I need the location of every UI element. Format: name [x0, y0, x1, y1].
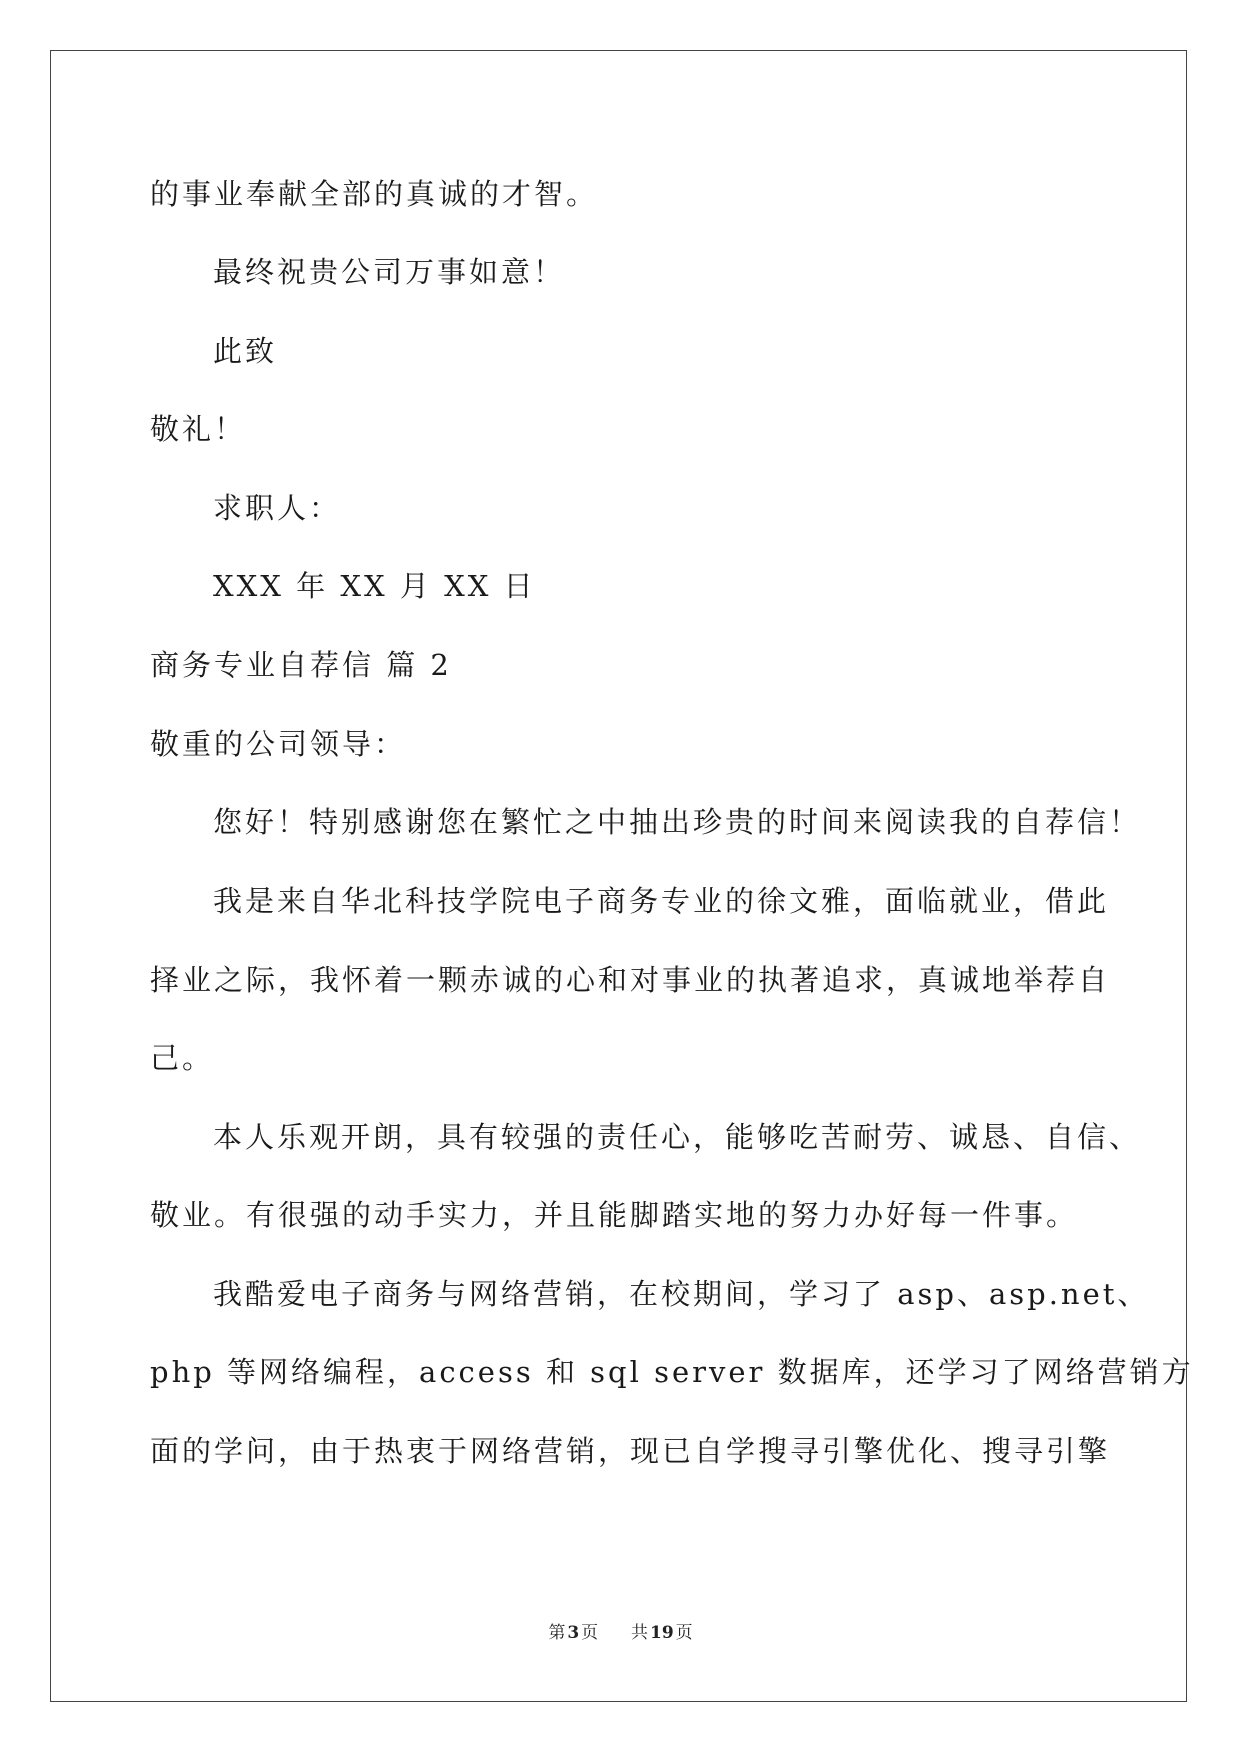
body-line: 您好！特别感谢您在繁忙之中抽出珍贵的时间来阅读我的自荐信！	[213, 805, 1142, 839]
page-number-prefix: 第	[548, 1623, 566, 1643]
signature-applicant: 求职人：	[213, 491, 342, 525]
salutation-close: 此致	[213, 334, 278, 368]
signature-date: XXX 年 XX 月 XX 日	[213, 569, 536, 603]
closing-wish: 最终祝贵公司万事如意！	[213, 255, 566, 289]
body-line: 本人乐观开朗，具有较强的责任心，能够吃苦耐劳、诚恳、自信、	[213, 1120, 1142, 1154]
page-number-current: 3	[567, 1623, 580, 1643]
body-line: 的事业奉献全部的真诚的才智。	[150, 177, 599, 211]
section-title: 商务专业自荐信 篇 2	[150, 648, 452, 682]
page-total-prefix: 共	[630, 1623, 648, 1643]
page-total-suffix: 页	[675, 1623, 693, 1643]
body-line: 己。	[150, 1041, 215, 1075]
body-line: 我是来自华北科技学院电子商务专业的徐文雅，面临就业，借此	[213, 884, 1110, 918]
body-line: 择业之际，我怀着一颗赤诚的心和对事业的执著追求，真诚地举荐自	[150, 963, 1111, 997]
page-footer	[0, 1618, 1241, 1643]
page-number-total: 19	[649, 1623, 674, 1643]
letter-greeting: 敬重的公司领导：	[150, 727, 407, 761]
body-line: 我酷爱电子商务与网络营销，在校期间，学习了 asp、asp.net、	[213, 1277, 1150, 1311]
body-line: php 等网络编程，access 和 sql server 数据库，还学习了网络营销方	[150, 1355, 1194, 1389]
page-number-suffix: 页	[581, 1623, 599, 1643]
body-line: 敬业。有很强的动手实力，并且能脚踏实地的努力办好每一件事。	[150, 1198, 1079, 1232]
salutation-regards: 敬礼！	[150, 412, 247, 446]
body-line: 面的学问，由于热衷于网络营销，现已自学搜寻引擎优化、搜寻引擎	[150, 1434, 1111, 1468]
